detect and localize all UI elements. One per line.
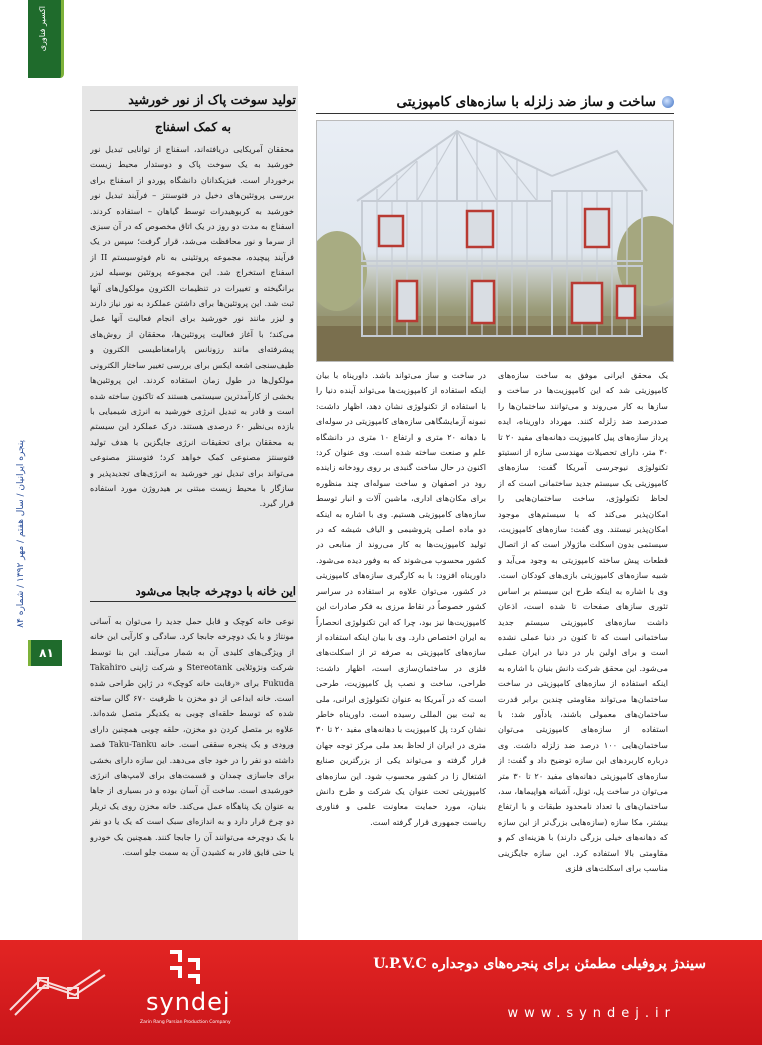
article-column-left: در ساخت و ساز می‌تواند باشد. داوریناه با بیان اینکه استفاده از کامپوزیت‌ها می‌تواند آینده دنیا را با استفاده از تکنولوژی نشان دهد، اظهار داشت: نمونه آزمایشگاهی سازه‌های کامپوزیتی در سوله‌ای با دهانه ۲۰ متری و ارتفاع ۱۰ متری در دانشگاه علم و صنعت ساخته شده است. وی عنوان کرد: اکنون در حال ساخت گنبدی بر روی رودخانه زاینده رود در اصفهان و ساخت سوله‌ای چند منظوره برای مکان‌های اداری، ماشین آلات و انبار توسط سازه‌های کامپوزیتی هستیم. وی با اشاره به اینکه دو ماده اصلی پتروشیمی و الیاف شیشه که در تولید کامپوزیت‌ها به کار می‌روند از منابعی در کشور محسوب می‌شوند که به وفور دیده می‌شود. داوریناه افزود: با به کارگیری سازه‌های کامپوزیتی در کشور، می‌توان علاوه بر استفاده در سراسر کشور خصوصاً در نقاط مرزی به فکر صادرات این کامپوزیت‌ها نیز بود، چرا که این تکنولوژی انحصاراً به ایران اختصاص دارد. وی با بیان اینکه استفاده از سازه‌های کامپوزیتی به صرفه تر از اسکلت‌های فلزی در ساختمان‌سازی است، اظهار داشت: طراحی، ساخت و نصب پل کامپوزیت، طرحی است که در آمریکا به عنوان تکنولوژی ایرانی، ملی به ثبت بین المللی رسیده است. داوریناه خاطر نشان کرد: پل کامپوزیت با دهانه‌های مفید ۲۰ تا ۳۰ متری در ایران از لحاظ بعد ملی مرکز توجه جهان قرار گرفته و می‌تواند یکی از بزرگترین صنایع اشتغال زا در کشور محسوب شود. این سازه‌های کامپوزیتی تحت عنوان یک شرکت و طرح دانش بنیان، مورد حمایت معاونت علمی و فناوری ریاست جمهوری قرار گرفته است. (316, 370, 486, 827)
window-profile-icon (0, 960, 120, 1020)
section-tab-label: اکسیر فناوری (38, 6, 47, 52)
issue-info: پنجره ایرانیان / سال هفتم / مهر ۱۳۹۲ / شماره ۸۴ (16, 440, 26, 628)
bullet-icon (662, 96, 674, 108)
article-title: ساخت و ساز ضد زلزله با سازه‌های کامپوزیتی (396, 93, 656, 110)
story2-body: نوعی خانه کوچک و قابل حمل جدید را می‌توان به آسانی مونتاژ و با یک دوچرخه جابجا کرد. سادگی و کارآیی این خانه از ویژگی‌های کلیدی آن به شمار می‌آیند. این بنا توسط شرکت ونژوئلایی Stereotank و شرکت ژاپنی Takahiro Fukuda برای «رقابت خانه کوچک» در ژاپن طراحی شده است. خانه ابداعی از دو مخزن با ظرفیت ۶۷۰ گالن ساخته شده که توسط حلقه‌ای چوبی به یکدیگر متصل شده‌اند. علاوه بر متصل کردن دو مخزن، حلقه چوبی همچنین دارای ورودی و یک پنجره سقفی است. خانه Taku-Tanku قصد داشته دو نفر را در خود جای می‌دهد. این سازه دارای بخشی برای جاسازی چمدان و قسمت‌های برای لامپ‌های انرژی خورشیدی است. ساخت آن آسان بوده و در بسیاری از جاها به عنوان یک پناهگاه عمل می‌کند. خانه مخزن روی یک تریلر دو چرخ قرار دارد و به اندازه‌ای سبک است که یک یا دو نفر با یک دوچرخه می‌توانند آن را جابجا کنند. همچنین یک خودرو یا حتی قایق قادر به کشیدن آن به سمت جلو است. (90, 616, 294, 858)
story1-title-line1: تولید سوخت پاک از نور خورشید (90, 92, 296, 111)
article-column-right: یک محقق ایرانی موفق به ساخت سازه‌های کامپوزیتی شد که این کامپوزیت‌ها در ساخت و سازها به کار می‌روند و می‌توانند ساختمان‌ها را صددرصد ضد زلزله کنند. مهرداد داوریناه، ایده پرداز سازه‌های پیل کامپوزیت دهانه‌های مفید ۲۰ تا ۳۰ متر، دارای تحصیلات مهندسی سازه از انستیتو تکنولوژی نیوجرسی آمریکا گفت: سازه‌های کامپوزیتی یک سیستم جدید ساختمانی است که از لحاظ تکنولوژی، ساخت ساختمان‌هایی را امکان‌پذیر می‌کند که با سیستم‌های موجود امکان‌پذیر نیستند. وی گفت: سازه‌های کامپوزیت، سیستمی بدون اسکلت ماژولار است که از اتصال قطعات پیش ساخته کامپوزیتی به وجود می‌آید و شبیه سازه‌های کامپوزیتی بازی‌های کودکان است. وی با اشاره به اینکه طرح این سیستم بر اساس تئوری سازهای صفحات تا شده است، اذعان داشت سازه‌های کامپوزیتی سیستم جدید ساختمانی است که تا کنون در دنیا عملی نشده است و برای اولین بار در دنیا در ایران عملی می‌شود. این محقق شرکت دانش بنیان با اشاره به اینکه استفاده از سازه‌های کامپوزیتی در ساخت ساختمان‌ها می‌تواند مقاومتی چندین برابر قدرت ساختمان‌های معمولی باشند، یادآور شد: با استفاده از سازه‌های کامپوزیتی می‌توان ساختمان‌هایی ۱۰۰ درصد ضد زلزله داشت. وی درباره کاربردهای این سازه توضیح داد و گفت: از سازه‌های کامپوزیتی دهانه‌های مفید ۲۰ تا ۳۰ متر می‌توان در ساخت پل، تونل، آشیانه هواپیماها، سد، ساختمان‌های با تعداد نامحدود طبقات و با ارتفاع بیشتر، مکا سازه (سازه‌هایی بزرگ‌تر از این سازه که دهانه‌های خیلی بزرگی دارند) با هزینه‌ای کم و مقاومتی بالا استفاده کرد. این سازه جایگزینی مناسب برای اسکلت‌های فلزی (498, 370, 668, 873)
syndej-mark-icon (158, 948, 218, 986)
brand-name: syndej (146, 988, 231, 1016)
story2-title-text: این خانه با دوچرخه جابجا می‌شود (90, 584, 296, 602)
article-header (316, 90, 674, 114)
story2-title (90, 584, 296, 602)
story1-body: محققان آمریکایی دریافته‌اند، اسفناج از توانایی تبدیل نور خورشید به یک سوخت پاک و دوستدار محیط زیست برخوردار است. فیزیکدانان دانشگاه پوردو از اسفناج برای بررسی پروتئین‌های دخیل در فتوسنتز – فرآیند تبدیل نور خورشید به کربوهیدرات توسط گیاهان – استفاده کردند. اسفناج به مدت دو روز در یک اتاق مخصوص که در آن سبزی از سرما و نور محافظت می‌شد، قرار گرفت؛ سپس در یک فرآیند پیچیده، مجموعه پروتئینی به نام فوتوسیستم II از اسفناج استخراج شد. این مجموعه پروتئین بوسیله لیزر برانگیخته و تغییرات در تنظیمات الکترون مولکول‌های آنها ثبت شد. این پروتئین‌ها برای داشتن عملکرد به نور نیاز دارند و لیزر مانند نور خورشید برای انجام فعالیت آنها عمل می‌کند؛ با آغاز فعالیت پروتئین‌ها، محققان از روش‌های پیشرفته‌ای مانند رزونانس پارامغناطیسی الکترون و طیف‌سنجی اشعه ایکس برای بررسی تغییر ساختار الکترونی مولکول‌ها در طول زمان استفاده کردند. این پروتئین‌ها بخشی از کارآمدترین سیستمی هستند که تاکنون ساخته شده است و قادر به تبدیل انرژی خورشید به انرژی شیمیایی با بازده بی‌نظیر ۶۰ درصدی هستند. درک عملکرد این سیستم به محققان برای تحقیقات انرژی جایگزین با هدف تولید فتوسنتز مصنوعی کمک خواهد کرد؛ فتوسنتز مصنوعی می‌تواند برای تبدیل نور خورشید به انرژی‌های تجدیدپذیر و سازگار با محیط زیست مبتنی بر هیدروژن مورد استفاده قرار گیرد. (90, 144, 294, 509)
syndej-logo (136, 948, 248, 1028)
brand-tagline: Zarin Rang Parsian Production Company (140, 1020, 231, 1025)
page-number: ۸۱ (28, 640, 62, 666)
steel-frame-house-image (317, 121, 674, 362)
house-frame-photo (316, 120, 674, 362)
footer-url[interactable]: www.syndej.ir (507, 1006, 676, 1021)
footer-slogan: سیندژ پروفیلی مطمئن برای پنجره‌های دوجداره U.P.V.C (373, 956, 706, 972)
issue-rail (14, 440, 34, 670)
section-tab (28, 0, 64, 78)
story1-subtitle: به کمک اسفناج (154, 120, 231, 134)
story1-title (90, 92, 296, 111)
